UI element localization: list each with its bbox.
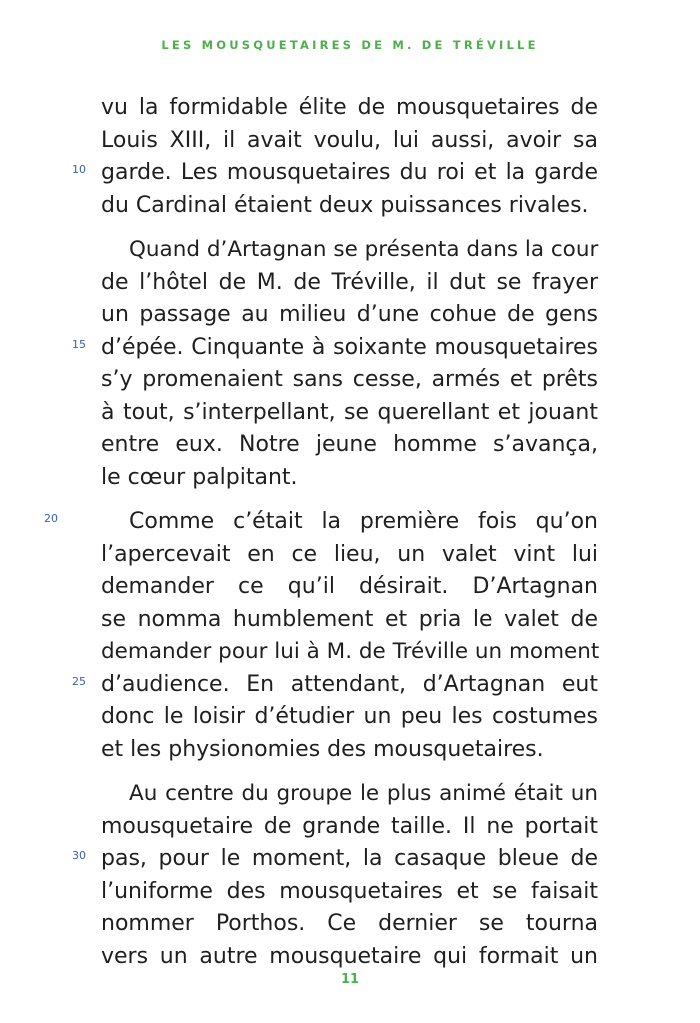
- line-number: 25: [72, 674, 86, 688]
- page-number: 11: [340, 972, 360, 987]
- line-text: d’audience. En attendant, d’Artagnan eut: [101, 671, 598, 697]
- line-number: 20: [44, 512, 58, 525]
- line-text: Comme c’était la première fois qu’on: [129, 509, 598, 534]
- text-line: [72, 332, 598, 365]
- text-line: vu la formidable élite de mousquetaires de: [101, 95, 598, 120]
- text-line: entre eux. Notre jeune homme s’avança,: [101, 432, 598, 457]
- line-text: garde. Les mousquetaires du roi et la garde: [101, 160, 598, 185]
- paragraph: [72, 778, 598, 973]
- paragraph-gap: [101, 494, 598, 506]
- text-line: et les physionomies des mousquetaires.: [101, 736, 544, 762]
- text-line: un passage au milieu d’une cohue de gens: [101, 302, 598, 327]
- text-line: se nomma humblement et pria le valet de: [101, 606, 598, 632]
- text-line: [72, 157, 598, 190]
- text-line: Au centre du groupe le plus animé était un: [129, 781, 598, 806]
- text-line: l’uniforme des mousquetaires et se faisait: [101, 878, 598, 904]
- text-line: demander pour lui à M. de Tréville un moment: [101, 639, 600, 664]
- line-number: 30: [72, 849, 86, 862]
- line-text: d’épée. Cinquante à soixante mousquetaires: [101, 334, 598, 360]
- text-line: [44, 506, 598, 539]
- line-number: 15: [72, 337, 86, 351]
- text-line: vers un autre mousquetaire qui formait un: [101, 943, 598, 969]
- text-line: mousquetaire de grande taille. Il ne portait: [101, 813, 598, 839]
- text-line: nommer Porthos. Ce dernier se tourna: [101, 911, 598, 936]
- text-line: [72, 669, 598, 702]
- paragraph-gap: [101, 222, 598, 234]
- text-line: du Cardinal étaient deux puissances rivales.: [101, 192, 589, 218]
- body-text: [44, 92, 600, 973]
- paragraph: [72, 92, 598, 222]
- paragraph: [72, 234, 599, 494]
- text-line: demander ce qu’il désirait. D’Artagnan: [101, 574, 598, 599]
- line-number: 10: [72, 163, 86, 176]
- running-header: LES MOUSQUETAIRES DE M. DE TRÉVILLE: [161, 38, 539, 52]
- text-line: [72, 843, 598, 876]
- text-line: à tout, s’interpellant, se querellant et jouant: [101, 399, 598, 425]
- text-line: le cœur palpitant.: [101, 464, 298, 490]
- paragraph: [44, 506, 600, 766]
- text-line: de l’hôtel de M. de Tréville, il dut se frayer: [101, 269, 598, 295]
- line-text: pas, pour le moment, la casaque bleue de: [101, 846, 598, 871]
- paragraph-gap: [101, 766, 598, 778]
- text-line: donc le loisir d’étudier un peu les costumes: [101, 704, 598, 729]
- text-line: l’apercevait en ce lieu, un valet vint lui: [101, 541, 598, 567]
- text-line: Quand d’Artagnan se présenta dans la cour: [129, 237, 599, 262]
- text-line: s’y promenaient sans cesse, armés et prêts: [101, 367, 598, 392]
- text-line: Louis XIII, il avait voulu, lui aussi, avoir sa: [101, 127, 598, 153]
